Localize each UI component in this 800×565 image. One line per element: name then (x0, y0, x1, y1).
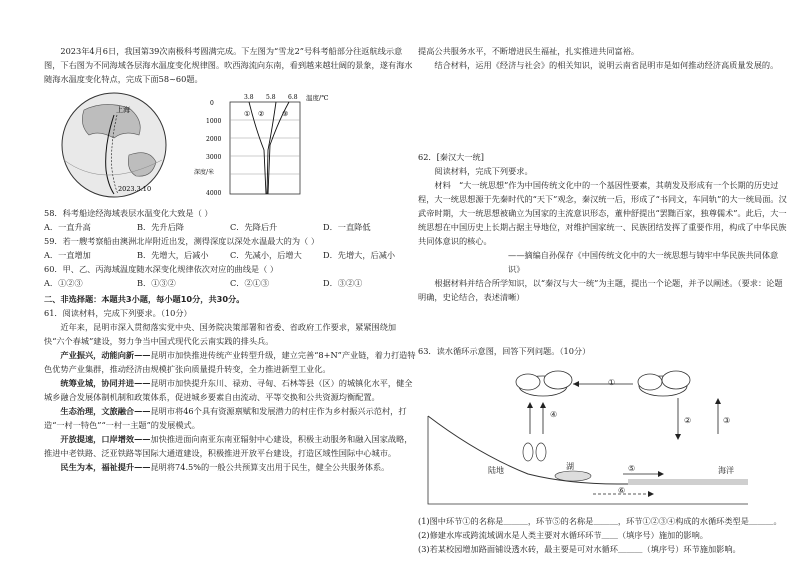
q61-continuation: 提高公共服务水平，不断增进民生福祉，扎实推进共同富裕。 (418, 46, 640, 56)
tree-icon (523, 443, 533, 461)
q63-answer-2: (2)修建水库或跨流域调水是人类主要对水循环环节＿＿（填序号）施加的影响。 (418, 530, 708, 540)
profile-curve-2: ② (258, 110, 265, 118)
profile-temp-label: 温度/℃ (306, 94, 329, 102)
q61-para-3-lead: 统筹业城，协同并进—— (60, 378, 151, 388)
section-heading: 二、非选择题：本题共3小题，每小题10分，共30分。 (44, 294, 245, 304)
profile-curve-3: ③ (282, 110, 289, 118)
q61-para-4-lead: 生态治理，文旅融合—— (60, 406, 151, 416)
answer-space-2 (418, 304, 790, 344)
q60-option-c: C．②①③ (230, 278, 270, 288)
q60-option-d: D．③②① (323, 278, 363, 288)
q58-stem: 58．科考船途经海域表层水温变化大致是（ ） (44, 208, 213, 218)
depth-1000: 1000 (206, 118, 222, 125)
wc-sea-label: 海洋 (718, 466, 734, 475)
depth-2000: 2000 (206, 136, 222, 143)
water-cycle-figure (418, 364, 790, 514)
wc-label-4: ④ (550, 410, 558, 419)
q61-para-3-body: 昆明市加快提升东川、禄劝、寻甸、石林等县（区）的城镇化水平，健全城乡融合发展体制机制和政策体系，促进城乡要素自由流动、平等交换和公共资源均衡配置。 (44, 378, 413, 402)
q60-options (44, 276, 416, 290)
q58-option-c: C．先降后升 (230, 222, 278, 232)
q59-option-b: B．先增大，后减小 (137, 250, 209, 260)
map-label-shanghai: 上海 (116, 106, 130, 114)
wc-label-2: ② (684, 416, 692, 425)
q58-options (44, 220, 416, 234)
left-column (44, 44, 416, 474)
cloud-left-icon (516, 371, 572, 396)
profile-depth-label: 深度/米 (194, 169, 215, 176)
q61-heading: 61．阅读材料，完成下列要求。（10分） (44, 308, 192, 318)
q62-source: ——摘编自孙保存《中国传统文化中的大一统思想与铸牢中华民族共同体意识》 (508, 250, 779, 274)
map-and-profile-figure (44, 90, 416, 200)
wc-label-5: ⑤ (628, 464, 636, 473)
answer-space (418, 72, 790, 150)
q61-para-4-body: 昆明市将46个具有资源禀赋和发展潜力的村庄作为乡村振兴示范村，打造“一村一特色”“一村一主题”的发展模式。 (44, 406, 407, 430)
wc-label-3: ③ (723, 416, 731, 425)
wc-label-1: ① (608, 378, 616, 387)
tree-icon (536, 443, 546, 461)
figure-map-profile (44, 90, 416, 200)
wc-lake-label: 湖 (566, 462, 574, 471)
q58-option-a: A．一直升高 (44, 222, 91, 232)
q61-para-2-lead: 产业振兴，动能向新—— (60, 350, 151, 360)
right-column (418, 44, 790, 556)
q61-para-2 (44, 348, 416, 376)
q61-para-6 (44, 460, 416, 474)
profile-tick-3: 6.8 (288, 94, 298, 101)
map-label-date: 2023.3.10 (118, 185, 152, 193)
profile-tick-2: 5.8 (266, 94, 276, 101)
profile-tick-1: 3.8 (244, 94, 254, 101)
q62-heading: 62．[秦汉大一统] (418, 152, 484, 162)
q63-answer-3: (3)若某校园增加路面铺设透水砖，最主要是可对水循环＿＿＿（填序号）环节施加影响。 (418, 544, 741, 554)
q61-task: 结合材料，运用《经济与社会》的相关知识，说明云南省昆明市是如何推动经济高质量发展的。 (434, 60, 779, 70)
globe-map (62, 93, 166, 197)
q61-para-4 (44, 404, 416, 432)
depth-0: 0 (210, 100, 214, 107)
q61-para-3 (44, 376, 416, 404)
q61-para-5 (44, 432, 416, 460)
wc-land-label: 陆地 (488, 466, 504, 475)
q62-subheading: 阅读材料，完成下列要求。 (434, 166, 533, 176)
temperature-profile (230, 102, 300, 194)
q58-option-b: B．先升后降 (137, 222, 184, 232)
q62-material: 材料 “大一统思想”作为中国传统文化中的一个基因性要素，其萌发及形成有一个长期的历史过程，大一统思想源于先秦时代的“天下”观念，秦汉统一后，形成了“书同文，车同轨”的大一统局面。汉武帝时期，大一统思想被确立为国家的主流意识形态，董仲舒提出“罢黜百家，独尊儒术”。此后，大一统思想在中国历史上长期占据主导地位，对维护国家统一、民族团结发挥了重要作用，构成了中华民族共同体意识的核心。 (418, 180, 787, 246)
q60-option-a: A．①②③ (44, 278, 83, 288)
depth-4000: 4000 (206, 190, 222, 197)
q60-option-b: B．①③② (137, 278, 176, 288)
q60-stem: 60．甲、乙、丙海域温度随水深变化规律依次对应的曲线是（ ） (44, 264, 279, 274)
q63-heading: 63．读水循环示意图，回答下列问题。（10分） (418, 346, 591, 356)
q63-answer-1: (1)图中环节①的名称是＿＿＿，环节⑤的名称是＿＿＿，环节①②③④构成的水循环类型是＿＿＿。 (418, 516, 782, 526)
q59-options (44, 248, 416, 262)
q59-option-c: C．先减小，后增大 (230, 250, 302, 260)
q58-option-d: D．一直降低 (323, 222, 371, 232)
q61-para-6-lead: 民生为本，福祉提升—— (60, 462, 151, 472)
q61-para-1: 近年来，昆明市深入贯彻落实党中央、国务院决策部署和省委、省政府工作要求，紧紧围绕加快“六个春城”建设，努力争当中国式现代化云南实践的排头兵。 (44, 322, 397, 346)
cloud-right-icon (638, 371, 690, 396)
q62-task: 根据材料并结合所学知识，以“秦汉与大一统”为主题，提出一个论题，并予以阐述。（要求：论题明确，史论结合，表述清晰） (418, 278, 783, 302)
depth-3000: 3000 (206, 154, 222, 161)
q59-option-d: D．先增大，后减小 (323, 250, 396, 260)
q61-para-5-lead: 开放提速，口岸增效—— (60, 434, 151, 444)
profile-curve-1: ① (244, 110, 251, 118)
q61-para-5-body: 加快推进面向南亚东南亚辐射中心建设，积极主动服务和融入国家战略，推进中老铁路、泛亚铁路等国际大通道建设，积极推进开放平台建设，打造区域性国际中心城市。 (44, 434, 413, 458)
question-intro: 2023年4月6日，我国第39次南极科考圆满完成。下左图为“雪龙2”号科考船部分往返航线示意图，下右图为不同海域各层海水温度变化规律图。吹西海流向东南，看到越来越壮阔的景象，遂有海水随海水温度变化特点，完成下面58~60题。 (44, 46, 413, 84)
q59-stem: 59．若一艘考察船由澳洲北岸附近出发，测得深度以深处水温最大的为（ ） (44, 236, 320, 246)
q61-para-6-body: 昆明将74.5%的一般公共预算支出用于民生，健全公共服务体系。 (150, 462, 390, 472)
q59-option-a: A．一直增加 (44, 250, 91, 260)
water-cycle-diagram (418, 364, 790, 514)
q61-para-2-body: 昆明市加快推进传统产业转型升级，建立完善“8+N”产业链，着力打造特色优势产业集群，推动经济由规模扩张向质量提升转变，全力推进新型工业化。 (44, 350, 416, 374)
wc-label-6: ⑥ (618, 486, 626, 495)
